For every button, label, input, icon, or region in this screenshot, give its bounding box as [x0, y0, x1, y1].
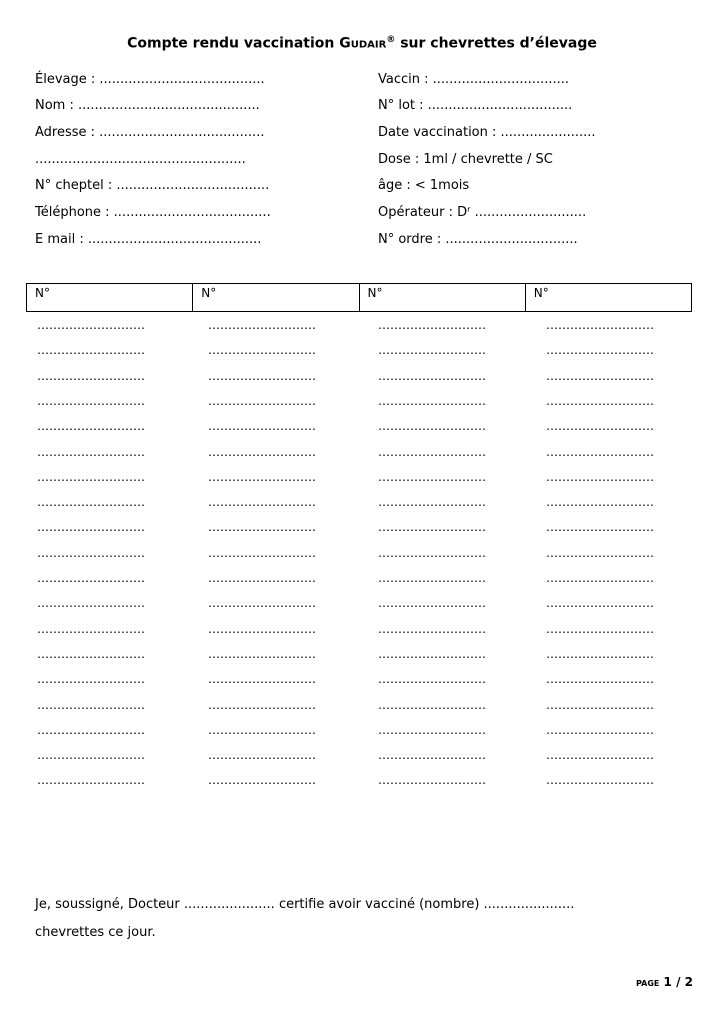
page-number: PAGE 1 / 2	[636, 975, 693, 989]
fill-in-dots: ………………………	[208, 773, 316, 788]
field-dose: Dose : 1ml / chevrette / SC	[378, 152, 553, 167]
field-lot: N° lot : ...................................	[378, 98, 573, 113]
fill-in-dots: ………………………	[546, 545, 654, 560]
fill-in-dots: ………………………	[378, 748, 486, 763]
fill-in-dots: ………………………	[546, 697, 654, 712]
fill-in-dots: ………………………	[546, 419, 654, 434]
fill-in-dots: ………………………	[208, 748, 316, 763]
page-title: Compte rendu vaccination Gudair® sur chevrettes d’élevage	[127, 35, 597, 52]
table-row	[0, 445, 724, 459]
fill-in-dots: ………………………	[378, 368, 486, 383]
table-row	[0, 672, 724, 686]
fill-in-dots: ………………………	[546, 722, 654, 737]
grid-header-cell: N°	[360, 284, 526, 311]
fill-in-dots: ………………………	[208, 545, 316, 560]
fill-in-dots: ………………………	[378, 419, 486, 434]
field-email: E mail : ..........................................	[35, 232, 262, 247]
fill-in-dots: ………………………	[37, 722, 145, 737]
fill-in-dots: ………………………	[378, 646, 486, 661]
field-nom: Nom : ............................................	[35, 98, 260, 113]
fill-in-dots: ………………………	[208, 419, 316, 434]
certification-line-2: chevrettes ce jour.	[35, 925, 156, 940]
fill-in-dots: ………………………	[37, 748, 145, 763]
fill-in-dots: ………………………	[378, 571, 486, 585]
table-row	[0, 773, 724, 787]
fill-in-dots: ………………………	[37, 343, 145, 358]
table-row	[0, 571, 724, 585]
field-telephone: Téléphone : ......................................	[35, 205, 271, 220]
fill-in-dots: ………………………	[378, 697, 486, 712]
fill-in-dots: ………………………	[546, 596, 654, 611]
fill-in-dots: ………………………	[37, 672, 145, 687]
fill-in-dots: ………………………	[208, 343, 316, 358]
table-row	[0, 394, 724, 408]
fill-in-dots: ………………………	[378, 393, 486, 408]
fill-in-dots: ………………………	[208, 469, 316, 484]
field-date-vaccination: Date vaccination : .......................	[378, 125, 596, 140]
fill-in-dots: ………………………	[378, 520, 486, 535]
fill-in-dots: ………………………	[37, 545, 145, 560]
fill-in-dots: ………………………	[378, 495, 486, 510]
fill-in-dots: ………………………	[378, 469, 486, 484]
fill-in-dots: ………………………	[208, 571, 316, 585]
fill-in-dots: ………………………	[378, 722, 486, 737]
fill-in-dots: ………………………	[546, 318, 654, 332]
fill-in-dots: ………………………	[37, 621, 145, 636]
grid-header-cell: N°	[193, 284, 359, 311]
fill-in-dots: ………………………	[208, 596, 316, 611]
fill-in-dots: ………………………	[546, 621, 654, 636]
fill-in-dots: ………………………	[546, 646, 654, 661]
fill-in-dots: ………………………	[546, 343, 654, 358]
fill-in-dots: ………………………	[37, 571, 145, 585]
registered-mark: ®	[386, 35, 396, 45]
fill-in-dots: ………………………	[378, 621, 486, 636]
fill-in-dots: ………………………	[208, 646, 316, 661]
field-elevage: Élevage : ........................................	[35, 72, 265, 87]
fill-in-dots: ………………………	[378, 773, 486, 788]
table-row	[0, 419, 724, 433]
fill-in-dots: ………………………	[378, 596, 486, 611]
table-row	[0, 748, 724, 762]
fill-in-dots: ………………………	[37, 520, 145, 535]
fill-in-dots: ………………………	[208, 444, 316, 459]
fill-in-dots: ………………………	[208, 368, 316, 383]
fill-in-dots: ………………………	[546, 520, 654, 535]
table-row	[0, 698, 724, 712]
fill-in-dots: ………………………	[37, 318, 145, 332]
table-row	[0, 622, 724, 636]
fill-in-dots: ………………………	[208, 318, 316, 332]
fill-in-dots: ………………………	[378, 343, 486, 358]
fill-in-dots: ………………………	[378, 672, 486, 687]
fill-in-dots: ………………………	[378, 444, 486, 459]
fill-in-dots: ………………………	[37, 469, 145, 484]
brand-name: Gudair	[339, 35, 387, 52]
fill-in-dots: ………………………	[208, 621, 316, 636]
table-row	[0, 369, 724, 383]
field-cheptel: N° cheptel : .....................................	[35, 178, 270, 193]
field-adresse-line2: ...................................................	[35, 152, 246, 167]
table-row	[0, 723, 724, 737]
table-row	[0, 647, 724, 661]
fill-in-dots: ………………………	[546, 469, 654, 484]
fill-in-dots: ………………………	[37, 596, 145, 611]
fill-in-dots: ………………………	[546, 495, 654, 510]
field-operateur: Opérateur : Dʳ ...........................	[378, 205, 587, 220]
fill-in-dots: ………………………	[208, 672, 316, 687]
fill-in-dots: ………………………	[37, 646, 145, 661]
fill-in-dots: ………………………	[208, 520, 316, 535]
fill-in-dots: ………………………	[378, 318, 486, 332]
fill-in-dots: ………………………	[208, 495, 316, 510]
fill-in-dots: ………………………	[37, 697, 145, 712]
fill-in-dots: ………………………	[37, 495, 145, 510]
fill-in-dots: ………………………	[37, 444, 145, 459]
fill-in-dots: ………………………	[208, 393, 316, 408]
field-adresse: Adresse : ........................................	[35, 125, 265, 140]
field-vaccin: Vaccin : .................................	[378, 72, 570, 87]
table-row	[0, 318, 724, 332]
table-row	[0, 495, 724, 509]
grid-header-cell: N°	[533, 286, 549, 300]
fill-in-dots: ………………………	[37, 393, 145, 408]
fill-in-dots: ………………………	[546, 444, 654, 459]
fill-in-dots: ………………………	[546, 393, 654, 408]
fill-in-dots: ………………………	[208, 722, 316, 737]
fill-in-dots: ………………………	[546, 571, 654, 585]
grid-header-cell: N°	[27, 284, 193, 311]
certification-line: Je, soussigné, Docteur ...................... certifie avoir vacciné (nombre) ......................	[35, 897, 575, 912]
fill-in-dots: ………………………	[546, 368, 654, 383]
table-row	[0, 596, 724, 610]
fill-in-dots: ………………………	[546, 748, 654, 763]
fill-in-dots: ………………………	[546, 773, 654, 788]
fill-in-dots: ………………………	[37, 773, 145, 788]
table-row	[0, 470, 724, 484]
field-age: âge : < 1mois	[378, 178, 470, 193]
field-ordre: N° ordre : ................................	[378, 232, 578, 247]
fill-in-dots: ………………………	[378, 545, 486, 560]
fill-in-dots: ………………………	[37, 368, 145, 383]
fill-in-dots: ………………………	[37, 419, 145, 434]
fill-in-dots: ………………………	[546, 672, 654, 687]
table-row	[0, 546, 724, 560]
fill-in-dots: ………………………	[208, 697, 316, 712]
table-row	[0, 520, 724, 534]
table-row	[0, 343, 724, 357]
grid-header	[26, 283, 692, 312]
